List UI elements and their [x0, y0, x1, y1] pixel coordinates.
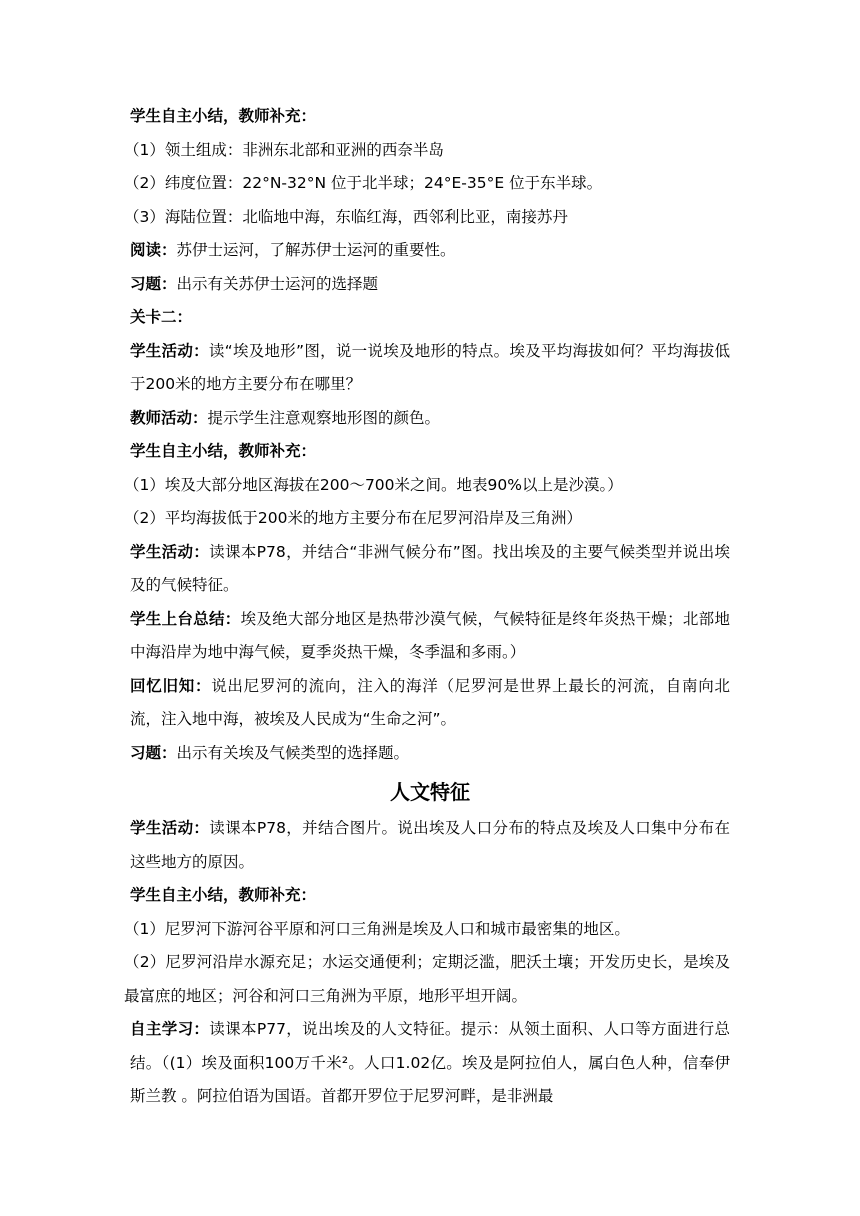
- exercise-label-2: 习题：: [130, 743, 177, 762]
- recall-label: 回忆旧知：: [130, 676, 212, 695]
- exercise-text-2: 出示有关埃及气候类型的选择题。: [176, 743, 410, 762]
- self-study-label: 自主学习：: [130, 1020, 210, 1038]
- exercise-label-1: 习题：: [130, 274, 177, 293]
- exercise-text-1: 出示有关苏伊士运河的选择题: [176, 274, 379, 293]
- exercise-line-2: [130, 737, 730, 771]
- recall-text: 说出尼罗河的流向，注入的海洋（尼罗河是世界上最长的河流，自南向北流，注入地中海，被埃及人民成为“生命之河”。: [130, 676, 730, 728]
- summary-label-2: 学生自主小结，教师补充：: [130, 442, 317, 460]
- teacher-activity-label: 教师活动：: [130, 408, 208, 427]
- student-activity-2-text: 读课本P78，并结合“非洲气候分布”图。找出埃及的主要气候类型并说出埃及的气候特征。: [130, 542, 730, 594]
- student-summary-text: 埃及绝大部分地区是热带沙漠气候，气候特征是终年炎热干燥；北部地中海沿岸为地中海气候，夏季炎热干燥，冬季温和多雨。）: [130, 609, 730, 661]
- teacher-activity: [130, 402, 730, 436]
- self-study: [130, 1013, 730, 1114]
- summary-label-3: 学生自主小结，教师补充：: [130, 886, 317, 904]
- student-summary-label: 学生上台总结：: [130, 609, 241, 628]
- student-activity-3-label: 学生活动：: [130, 819, 210, 837]
- student-activity-1-text: 读“埃及地形”图，说一说埃及地形的特点。埃及平均海拔如何？平均海拔低于200米的地方主要分布在哪里？: [130, 341, 730, 393]
- student-activity-1-label: 学生活动：: [130, 341, 209, 360]
- recall-knowledge: [130, 670, 730, 737]
- section-heading: 人文特征: [390, 780, 470, 804]
- summary-3-item-1: （1）尼罗河下游河谷平原和河口三角洲是埃及人口和城市最密集的地区。: [124, 919, 630, 938]
- self-study-text: 读课本P77，说出埃及的人文特征。提示：从领土面积、人口等方面进行总结。（(1）埃及面积100万千米²。人口1.02亿。埃及是阿拉伯人，属白色人种，信奉伊斯兰教 。阿拉伯语为国语。首都开罗位于尼罗河畔，是非洲最: [130, 1020, 730, 1105]
- document-page: [124, 100, 730, 1114]
- summary-2-item-1: （1）埃及大部分地区海拔在200～700米之间。地表90%以上是沙漠。）: [124, 475, 623, 494]
- student-activity-2: [130, 536, 730, 603]
- reading-line: [130, 234, 730, 268]
- summary-1-item-3: （3）海陆位置：北临地中海，东临红海，西邻利比亚，南接苏丹: [124, 207, 568, 226]
- reading-text: 苏伊士运河，了解苏伊士运河的重要性。: [176, 241, 456, 259]
- reading-label: 阅读：: [130, 241, 177, 259]
- summary-label-1: 学生自主小结，教师补充：: [130, 107, 317, 125]
- student-activity-1: [130, 335, 730, 402]
- exercise-line-1: [130, 268, 730, 302]
- summary-1-item-2: （2）纬度位置：22°N-32°N 位于北半球；24°E-35°E 位于东半球。: [124, 174, 603, 192]
- summary-3-item-2: （2）尼罗河沿岸水源充足；水运交通便利；定期泛滥，肥沃土壤；开发历史长，是埃及最富庶的地区；河谷和河口三角洲为平原，地形平坦开阔。: [124, 953, 730, 1005]
- summary-2-item-2: （2）平均海拔低于200米的地方主要分布在尼罗河沿岸及三角洲）: [124, 509, 582, 527]
- student-summary: [130, 603, 730, 670]
- teacher-activity-text: 提示学生注意观察地形图的颜色。: [207, 408, 441, 427]
- student-activity-3-text: 读课本P78，并结合图片。说出埃及人口分布的特点及埃及人口集中分布在这些地方的原因。: [130, 819, 730, 871]
- student-activity-2-label: 学生活动：: [130, 542, 210, 561]
- student-activity-3: [130, 812, 730, 879]
- level-two-label: 关卡二：: [130, 308, 193, 326]
- summary-1-item-1: （1）领土组成：非洲东北部和亚洲的西奈半岛: [124, 140, 444, 159]
